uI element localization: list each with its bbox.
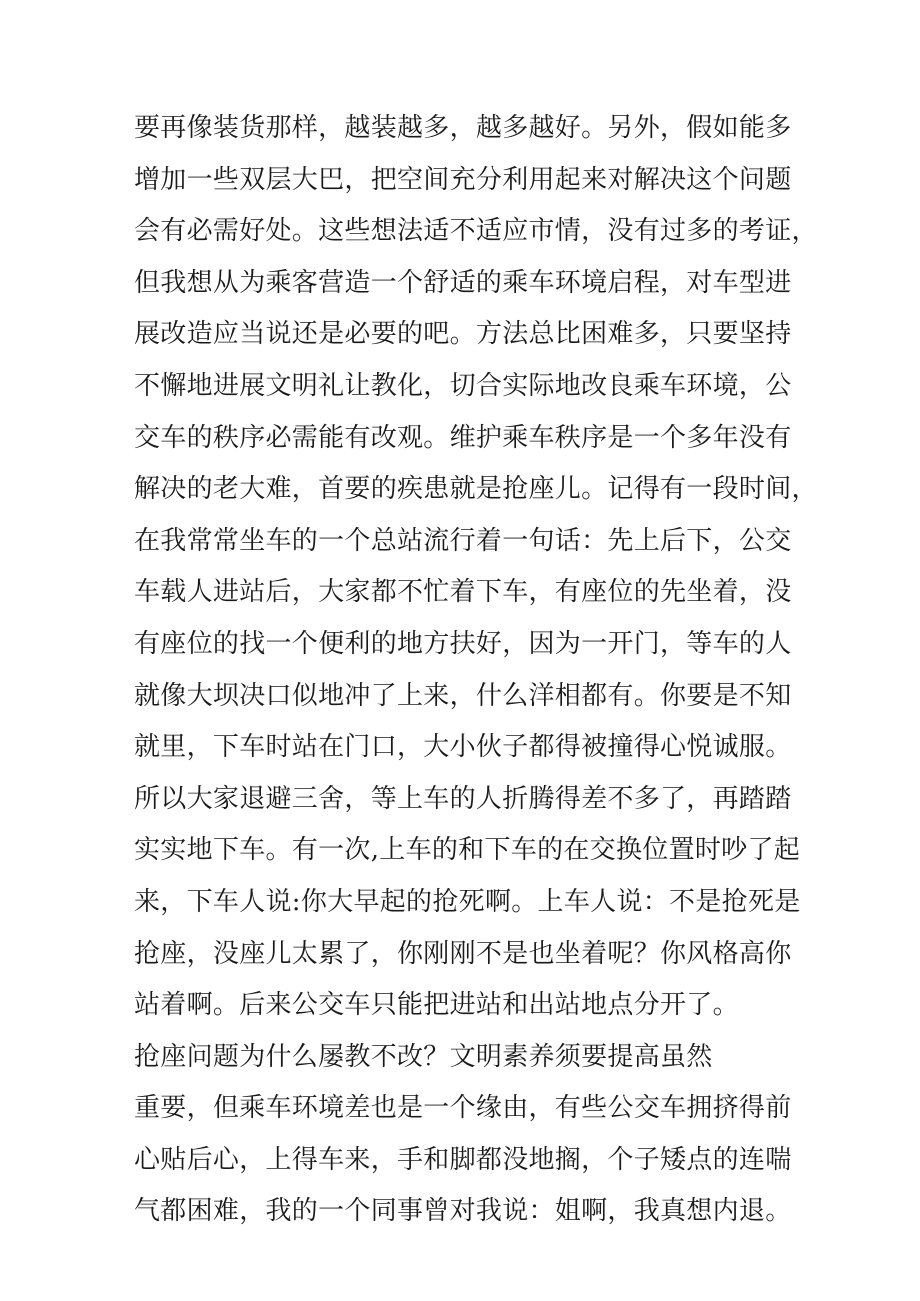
text-line: 心贴后心，上得车来，手和脚都没地搁，个子矮点的连喘 xyxy=(134,1144,792,1175)
text-line: 抢座，没座儿太累了，你刚刚不是也坐着呢？你风格高你 xyxy=(134,938,792,969)
text-line: 交车的秩序必需能有改观。维护乘车秩序是一个多年没有 xyxy=(134,422,792,453)
text-line: 重要，但乘车环境差也是一个缘由，有些公交车拥挤得前 xyxy=(134,1093,792,1124)
body-text xyxy=(134,103,818,1238)
text-line: 增加一些双层大巴，把空间充分利用起来对解决这个问题 xyxy=(134,164,792,195)
text-line: 但我想从为乘客营造一个舒适的乘车环境启程，对车型进 xyxy=(134,267,792,298)
text-line: 不懈地进展文明礼让教化，切合实际地改良乘车环境，公 xyxy=(134,370,792,401)
text-line: 实实地下车。有一次,上车的和下车的在交换位置时吵了起 xyxy=(134,835,801,866)
text-line: 所以大家退避三舍，等上车的人折腾得差不多了，再踏踏 xyxy=(134,783,792,814)
text-line: 站着啊。后来公交车只能把进站和出站地点分开了。 xyxy=(134,990,739,1021)
text-line: 来，下车人说:你大早起的抢死啊。上车人说：不是抢死是 xyxy=(134,886,801,917)
text-line: 气都困难，我的一个同事曾对我说：姐啊，我真想内退。 xyxy=(134,1196,792,1227)
text-line: 抢座问题为什么屡教不改？文明素养须要提高虽然 xyxy=(134,1041,713,1072)
text-line: 展改造应当说还是必要的吧。方法总比困难多，只要坚持 xyxy=(134,319,792,350)
text-line: 会有必需好处。这些想法适不适应市情，没有过多的考证， xyxy=(134,216,818,247)
text-line: 有座位的找一个便利的地方扶好，因为一开门，等车的人 xyxy=(134,628,792,659)
text-line: 解决的老大难，首要的疾患就是抢座儿。记得有一段时间， xyxy=(134,474,818,505)
text-line: 要再像装货那样，越装越多，越多越好。另外，假如能多 xyxy=(134,113,792,143)
text-line: 就像大坝决口似地冲了上来，什么洋相都有。你要是不知 xyxy=(134,680,792,711)
text-line: 在我常常坐车的一个总站流行着一句话：先上后下，公交 xyxy=(134,525,792,556)
text-line: 车载人进站后，大家都不忙着下车，有座位的先坐着，没 xyxy=(134,577,792,608)
text-line: 就里，下车时站在门口，大小伙子都得被撞得心悦诚服。 xyxy=(134,732,792,763)
